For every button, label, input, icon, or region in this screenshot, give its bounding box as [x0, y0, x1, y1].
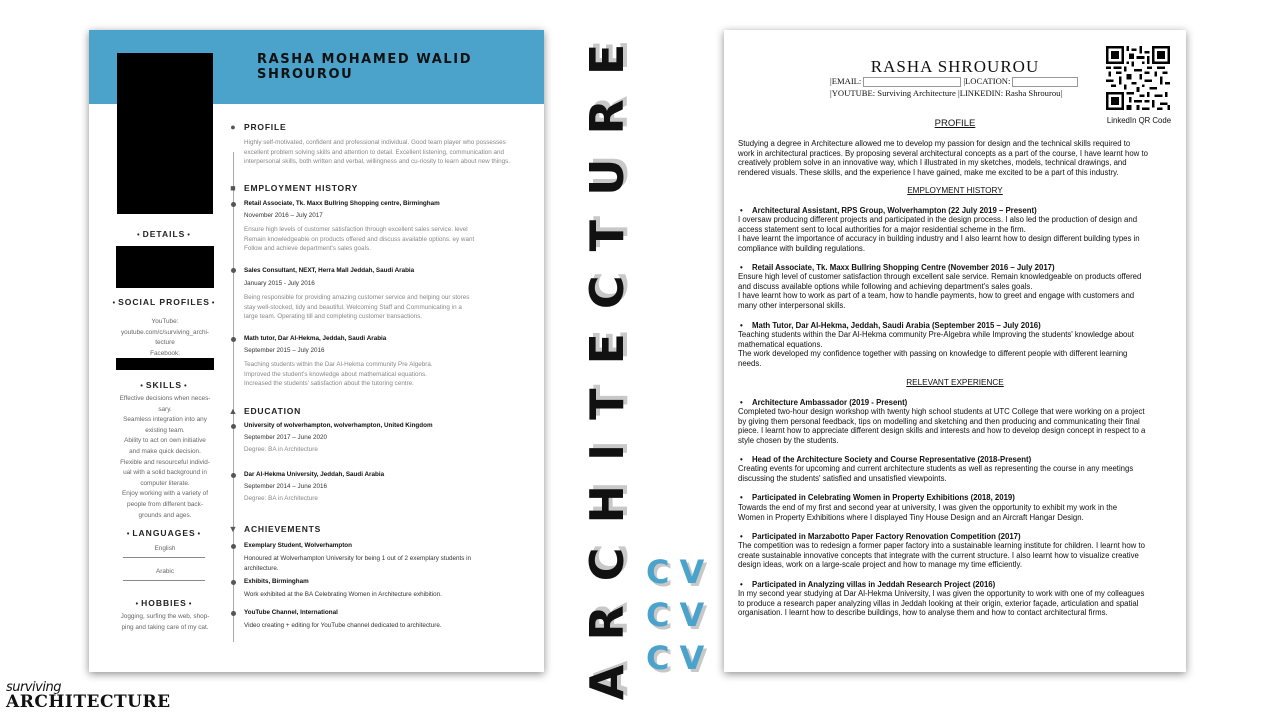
timeline-dot	[231, 580, 236, 585]
experience-title: • Participated in Celebrating Women in Property Exhibitions (2018, 2019)	[752, 493, 1015, 502]
education-heading: EDUCATION	[244, 406, 302, 416]
graduation-cap-icon: ▲	[228, 406, 238, 416]
achievement-desc: Work exhibited at the BA Celebrating Women in Architecture exhibition.	[244, 591, 442, 598]
relevant-heading: RELEVANT EXPERIENCE	[906, 378, 1004, 387]
social-text: YouTube: youtube.com/c/surviving_archi- tecture Facebook:	[120, 318, 210, 357]
qr-label: LinkedIn QR Code	[1106, 116, 1172, 125]
job-desc: I oversaw producing different projects and participated in the design process. I also led the production of design and access statement sent to local authorities for a major residential scheme in the firm. I have learnt the importance of accuracy in building industry and I also learnt how to design different building types in compliance with building regulations.	[738, 215, 1140, 253]
school-title: Dar Al-Hekma University, Jeddah, Saudi Arabia	[244, 471, 385, 478]
job-title: • Architectural Assistant, RPS Group, Wolverhampton (22 July 2019 – Present)	[752, 206, 1037, 215]
trophy-icon: ▼	[228, 524, 238, 534]
school-degree: Degree: BA in Architecture	[244, 446, 318, 453]
achievement-title: Exhibits, Birmingham	[244, 578, 309, 585]
school-degree: Degree: BA in Architecture	[244, 495, 318, 502]
language-bar	[123, 580, 205, 581]
job-desc: Ensure high levels of customer satisfaction through excellent sales service. level Remain knowledgeable on products offered and discuss available options. ey want Follow and achieve department's sales goals.	[244, 226, 475, 253]
profile-text: Highly self-motivated, confident and professional individual. Good team player who possesses excellent problem solving skills and attention to detail. Excellent listening, communication and interpersonal skills, both written and verbal, willingness and cu-riosity to learn about new things.	[244, 139, 511, 166]
job-title: Sales Consultant, NEXT, Herra Mall Jeddah, Saudi Arabia	[244, 267, 415, 274]
language-english: English	[154, 545, 176, 552]
timeline-dot	[231, 473, 236, 478]
experience-desc: Towards the end of my first and second year at university, I was given the opportunity to exhibit my work in the Women in Property Exhibitions where I displayed Tiny House Design and an Aircraft Hangar Design.	[738, 503, 1118, 522]
job-title: Math tutor, Dar Al-Hekma, Jeddah, Saudi Arabia	[244, 335, 387, 342]
achievement-title: Exemplary Student, Wolverhampton	[244, 542, 353, 549]
person-icon: ●	[230, 122, 236, 132]
timeline-dot	[231, 544, 236, 549]
experience-desc: The competition was to redesign a former paper factory into a sustainable learning institute for children. I learnt how to create sustainable innovative concepts that integrate with the current structure. I also learnt how to visualize creative design ideas, work on a large-scale project and how to manage my time efficiently.	[738, 541, 1145, 570]
job-title: • Retail Associate, Tk. Maxx Bullring Shopping Centre (November 2016 – July 2017)	[752, 263, 1055, 272]
job-desc: Teaching students within the Dar Al-Hekma community Pre Algebra. Improved the student's knowledge about mathematical equations. Increased the students' satisfaction about the tutoring centre.	[244, 361, 433, 388]
profile-heading: PROFILE	[934, 118, 976, 129]
timeline-dot	[231, 424, 236, 429]
skills-heading: • SKILLS •	[89, 380, 239, 390]
experience-title: • Participated in Analyzing villas in Jeddah Research Project (2016)	[752, 580, 995, 589]
job-date: November 2016 – July 2017	[244, 212, 323, 219]
hobbies-heading: • HOBBIES •	[89, 598, 239, 608]
experience-title: • Architecture Ambassador (2019 - Present)	[752, 398, 907, 407]
job-desc: Teaching students within the Dar Al-Hekma community Pre-Algebra while Improving the students' knowledge about mathematical equations. The work developed my confidence together with passing on knowledge to different people with different learning needs.	[738, 330, 1134, 368]
redacted-photo	[117, 53, 213, 214]
cv-name: RASHA MOHAMED WALID SHROUROU	[257, 52, 473, 82]
cv-label: CV	[646, 639, 715, 677]
profile-heading: PROFILE	[244, 122, 287, 132]
language-bar	[123, 557, 205, 558]
achievement-title: YouTube Channel, International	[244, 609, 338, 616]
job-desc: Being responsible for providing amazing customer service and helping our stores stay well-stocked, tidy and beautiful. Welcoming Staff and Communicating in a large team. Operating till and completing customer transactions.	[244, 294, 470, 321]
redacted-facebook	[116, 358, 214, 370]
cv-name: RASHA SHROUROU	[870, 57, 1040, 76]
contact-line-1: |EMAIL: |LOCATION:	[830, 76, 1080, 87]
job-date: September 2015 – July 2016	[244, 347, 325, 354]
social-heading: • SOCIAL PROFILES •	[89, 297, 239, 307]
redacted-location	[1012, 77, 1078, 87]
cv-label: CV	[646, 553, 715, 591]
left-cv-page	[89, 30, 544, 672]
languages-heading: • LANGUAGES •	[89, 528, 239, 538]
school-date: September 2017 – June 2020	[244, 434, 327, 441]
experience-desc: Creating events for upcoming and current architecture students as well as representing the course in any meetings discussing the students' satisfied and unsatisfied viewpoints.	[738, 464, 1134, 483]
employment-heading: EMPLOYMENT HISTORY	[907, 186, 1003, 195]
redacted-email	[863, 77, 961, 87]
vertical-title: ARCHITECTURE	[580, 19, 634, 701]
profile-text: Studying a degree in Architecture allowed me to develop my passion for design and the technical skills required to work in architectural practices. By proposing several architectural concepts as a part of the course, I have learnt how to creatively problem solve in an innovative way, which I illustrated in my sketches, models, technical drawings, and rendered visuals. These skills, and the experience I have gained, make me excited to be a part of this industry.	[738, 139, 1148, 177]
hobbies-text: Jogging, surfing the web, shop- ping and taking care of my cat.	[120, 613, 210, 631]
job-date: January 2015 - July 2016	[244, 280, 315, 287]
briefcase-icon: ■	[230, 183, 236, 193]
language-arabic: Arabic	[155, 568, 175, 575]
achievements-heading: ACHIEVEMENTS	[244, 524, 322, 534]
timeline-dot	[231, 268, 236, 273]
school-title: University of wolverhampton, wolverhampton, United Kingdom	[244, 422, 433, 429]
experience-desc: Completed two-hour design workshop with twenty high school students at UTC College that were working on a project by giving them personal feedback, tips on modelling and sketching and then producing and communicating their final piece. I learnt how to appreciate different design skills and interests and how to develop design concept in respect to a style chosen by the students.	[738, 407, 1146, 445]
achievement-desc: Video creating + editing for YouTube channel dedicated to architecture.	[244, 622, 442, 629]
contact-line-2: |YOUTUBE: Surviving Architecture |LINKEDIN: Rasha Shrourou|	[830, 88, 1063, 98]
experience-title: • Participated in Marzabotto Paper Factory Renovation Competition (2017)	[752, 532, 1021, 541]
timeline-line	[233, 152, 234, 642]
skills-text: Effective decisions when neces- sary. Seamless integration into any existing team. Ability to act on own initiative and make quick decision. Flexible and resourceful individ- ual with a solid background in computer literate. Enjoy working with a variety of people from different back- grounds and ages.	[119, 395, 211, 519]
timeline-dot	[231, 202, 236, 207]
surviving-architecture-logo: surviving ARCHITECTURE	[6, 680, 171, 712]
right-cv-page	[724, 30, 1186, 672]
timeline-dot	[231, 337, 236, 342]
employment-heading: EMPLOYMENT HISTORY	[244, 183, 359, 193]
redacted-details	[116, 246, 214, 288]
achievement-desc: Honoured at Wolverhampton University for being 1 out of 2 exemplary students in architecture.	[244, 555, 472, 572]
experience-desc: In my second year studying at Dar Al-Hekma University, I was given the opportunity to work with one of my colleagues to produce a research paper analyzing villas in Jeddah looking at their origin, exterior façade, articulation and spatial organisation. I learnt how to describe buildings, how to analyse them and how to contact architectural firms.	[738, 589, 1145, 618]
experience-title: • Head of the Architecture Society and Course Representative (2018-Present)	[752, 455, 1031, 464]
job-title: • Math Tutor, Dar Al-Hekma, Jeddah, Saudi Arabia (September 2015 – July 2016)	[752, 321, 1041, 330]
job-desc: Ensure high level of customer satisfaction through excellent sale service. Remain knowledgeable on products offered and discuss available options while following and achieving department's sales goals. I have learnt how to work as part of a team, how to handle payments, how to greet and engage with customers and many other interpersonal skills.	[738, 272, 1142, 310]
job-title: Retail Associate, Tk. Maxx Bullring Shopping centre, Birmingham	[244, 200, 440, 207]
school-date: September 2014 – June 2016	[244, 483, 327, 490]
details-heading: • DETAILS •	[89, 229, 239, 239]
qr-code-icon	[1106, 46, 1170, 110]
timeline-dot	[231, 611, 236, 616]
cv-label: CV	[646, 596, 715, 634]
